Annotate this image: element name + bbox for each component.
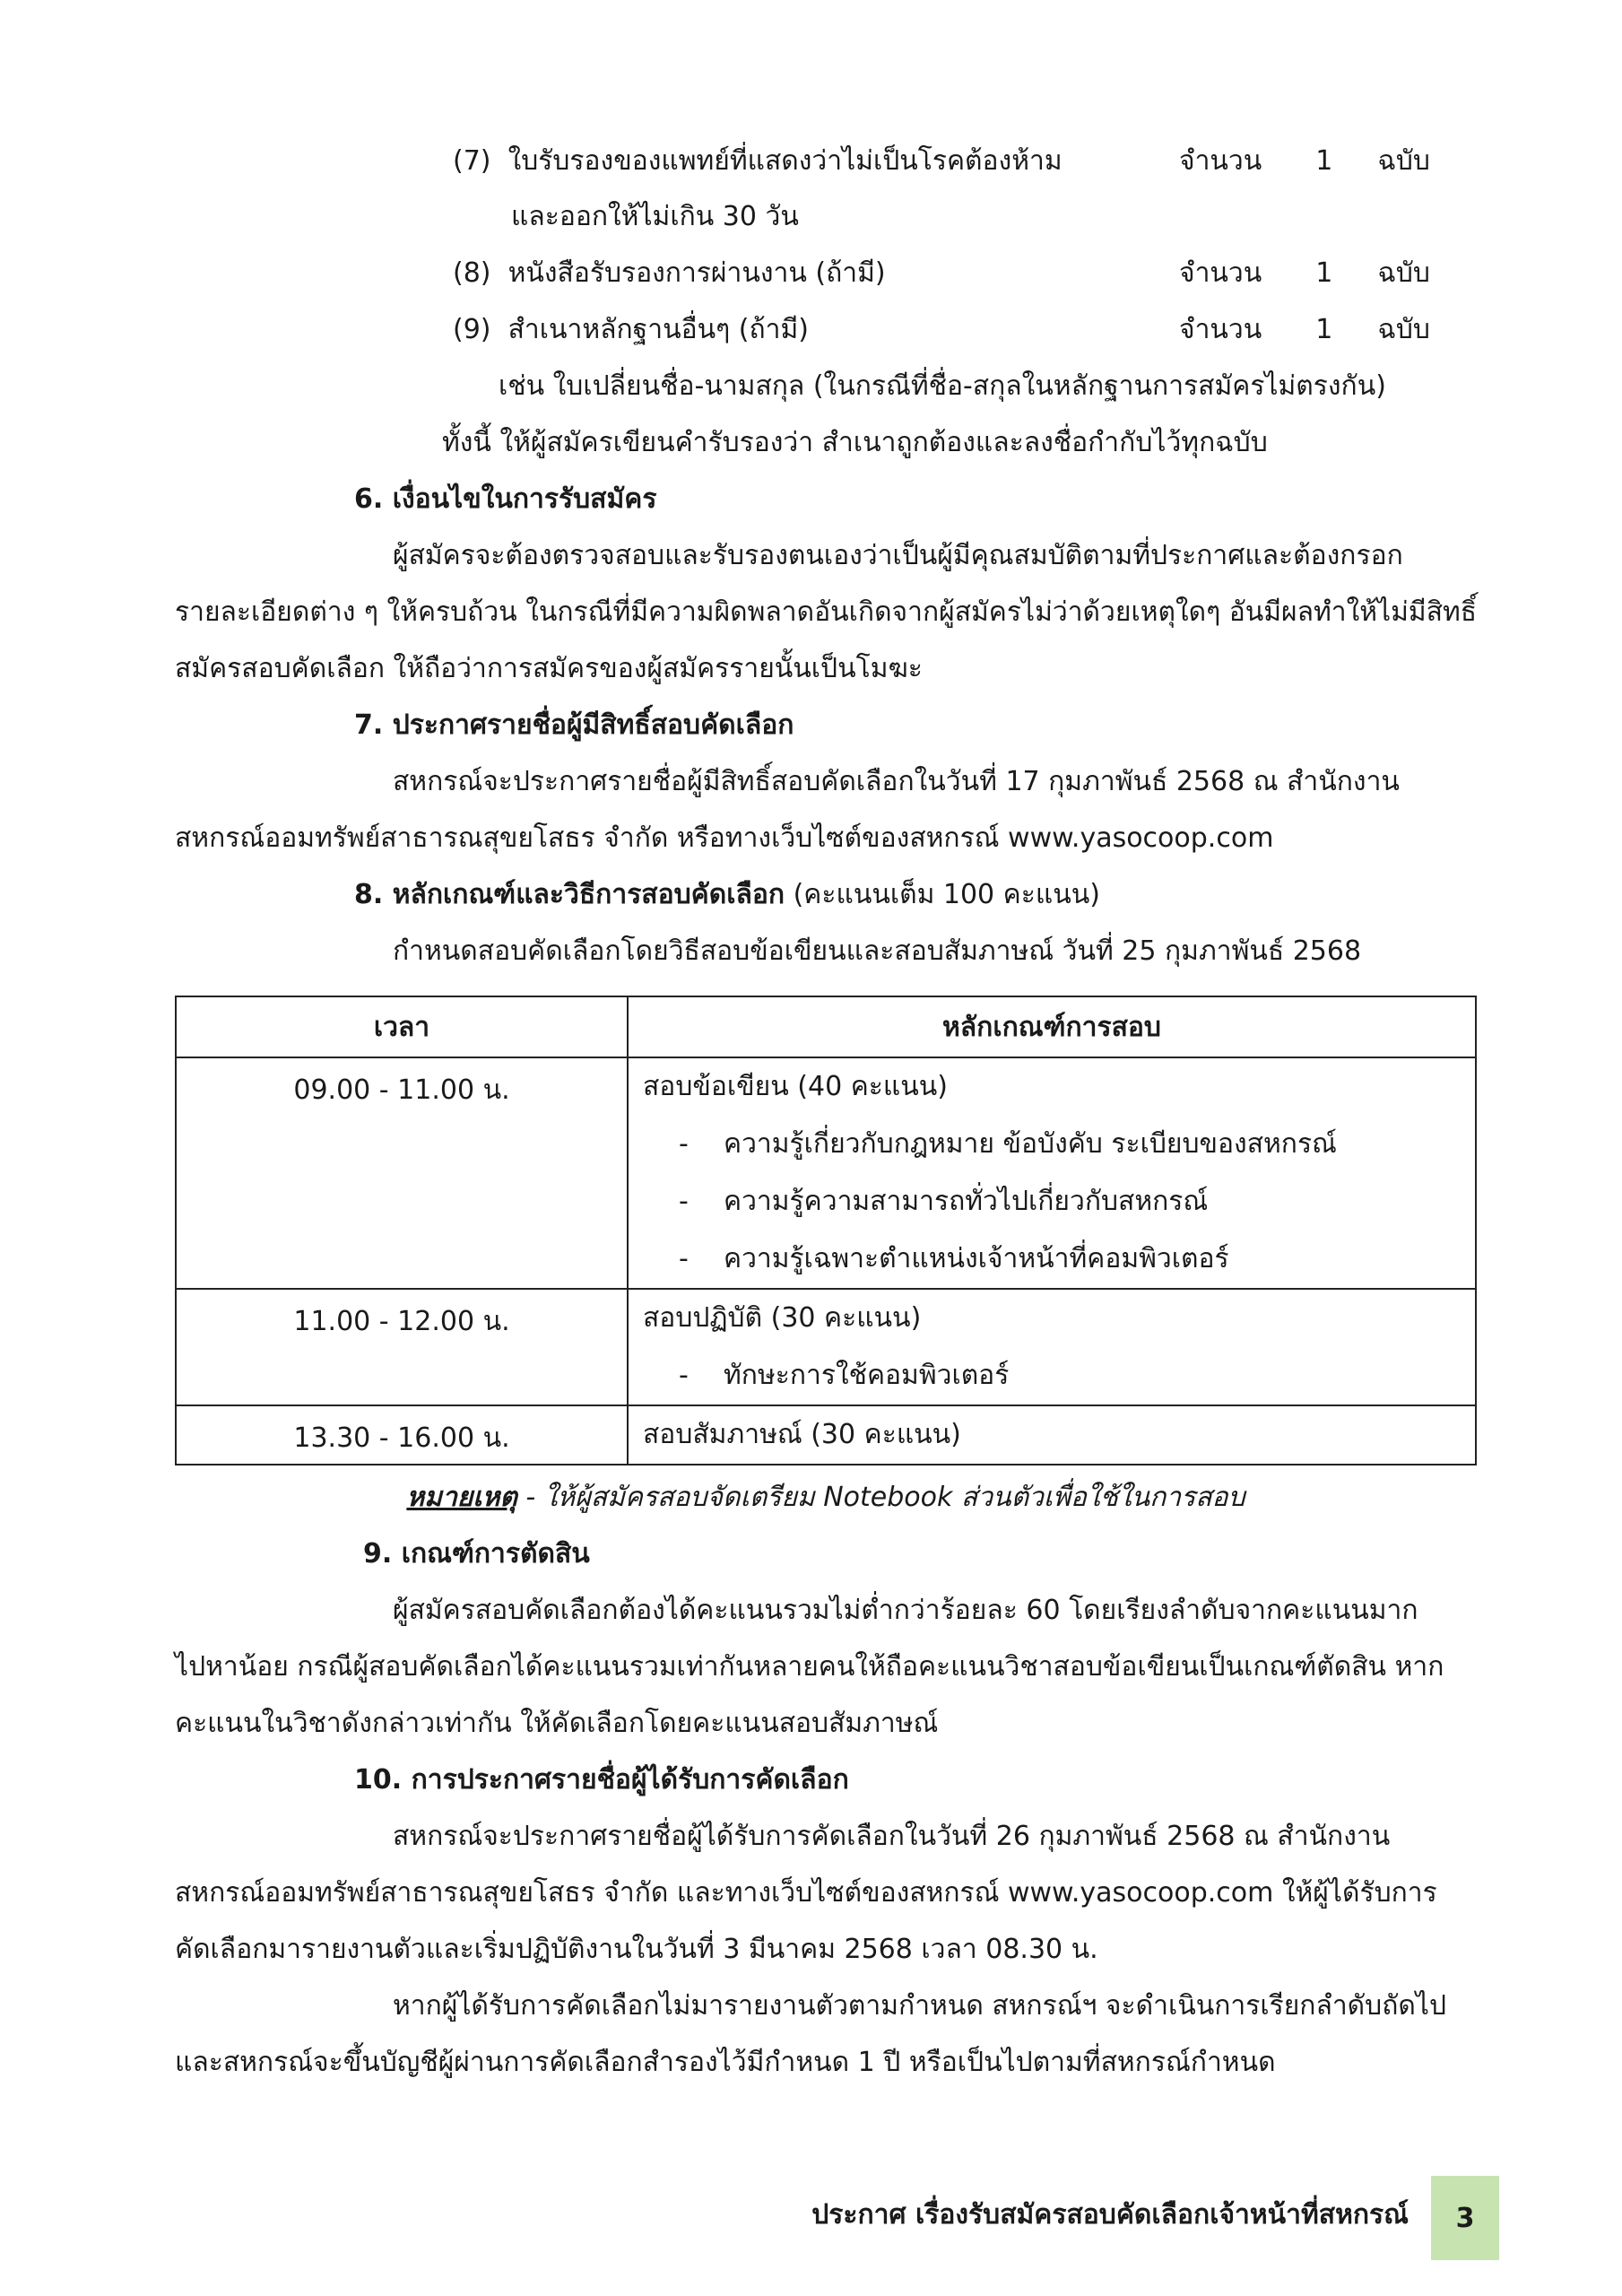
criteria-item: - ทักษะการใช้คอมพิวเตอร์ bbox=[679, 1360, 1010, 1391]
section6-para-line2: รายละเอียดต่าง ๆ ให้ครบถ้วน ในกรณีที่มีความผิดพลาดอันเกิดจากผู้สมัครไม่ว่าด้วยเหตุใดๆ อันมีผลทำให้ไม่มีสิทธิ์ bbox=[175, 596, 1478, 628]
exam-note bbox=[175, 1480, 1477, 1516]
note-label: หมายเหตุ bbox=[406, 1482, 517, 1513]
doc-item-7: (7) ใบรับรองของแพทย์ที่แสดงว่าไม่เป็นโรคต้องห้าม bbox=[453, 145, 1063, 177]
section6-para-line1: ผู้สมัครจะต้องตรวจสอบและรับรองตนเองว่าเป็นผู้มีคุณสมบัติตามที่ประกาศและต้องกรอก bbox=[393, 540, 1403, 571]
header-time: เวลา bbox=[176, 996, 628, 1057]
criteria-title: สอบสัมภาษณ์ (30 คะแนน) bbox=[643, 1419, 961, 1450]
table-row bbox=[176, 1405, 1476, 1465]
section10-para-line4: หากผู้ได้รับการคัดเลือกไม่มารายงานตัวตามกำหนด สหกรณ์ฯ จะดำเนินการเรียกลำดับถัดไป bbox=[393, 1990, 1446, 2022]
doc-item-9: (9) สำเนาหลักฐานอื่นๆ (ถ้ามี) bbox=[453, 314, 809, 345]
doc-item-7-cont: และออกให้ไม่เกิน 30 วัน bbox=[511, 201, 799, 232]
section9-para-line2: ไปหาน้อย กรณีผู้สอบคัดเลือกได้คะแนนรวมเท่ากันหลายคนให้ถือคะแนนวิชาสอบข้อเขียนเป็นเกณฑ์ตัดสิน หาก bbox=[175, 1651, 1444, 1683]
row-time: 13.30 - 16.00 น. bbox=[176, 1405, 628, 1465]
criteria-title: สอบปฏิบัติ (30 คะแนน) bbox=[643, 1302, 922, 1334]
row-criteria bbox=[628, 1289, 1476, 1405]
doc-item-9-cont: เช่น ใบเปลี่ยนชื่อ-นามสกุล (ในกรณีที่ชื่อ-สกุลในหลักฐานการสมัครไม่ตรงกัน) bbox=[499, 370, 1386, 402]
section9-heading: 9. เกณฑ์การตัดสิน bbox=[363, 1538, 590, 1570]
table-header-row bbox=[176, 996, 1476, 1057]
section8-intro: กำหนดสอบคัดเลือกโดยวิธีสอบข้อเขียนและสอบสัมภาษณ์ วันที่ 25 กุมภาพันธ์ 2568 bbox=[393, 935, 1362, 967]
exam-schedule-table bbox=[175, 996, 1477, 1465]
section7-para-line2: สหกรณ์ออมทรัพย์สาธารณสุขยโสธร จำกัด หรือทางเว็บไซต์ของสหกรณ์ www.yasocoop.com bbox=[175, 822, 1274, 854]
header-criteria: หลักเกณฑ์การสอบ bbox=[628, 996, 1476, 1057]
table-row bbox=[176, 1289, 1476, 1405]
section10-para-line1: สหกรณ์จะประกาศรายชื่อผู้ได้รับการคัดเลือกในวันที่ 26 กุมภาพันธ์ 2568 ณ สำนักงาน bbox=[393, 1821, 1391, 1852]
criteria-item: - ความรู้เฉพาะตำแหน่งเจ้าหน้าที่คอมพิวเตอร์ bbox=[679, 1243, 1229, 1274]
section8-heading: 8. หลักเกณฑ์และวิธีการสอบคัดเลือก (คะแนนเต็ม 100 คะแนน) bbox=[354, 879, 1100, 910]
doc-item-9-qty: จำนวน 1 ฉบับ bbox=[1179, 314, 1430, 345]
section10-para-line2: สหกรณ์ออมทรัพย์สาธารณสุขยโสธร จำกัด และทางเว็บไซต์ของสหกรณ์ www.yasocoop.com ให้ผู้ได้รับการ bbox=[175, 1877, 1437, 1909]
section10-para-line5: และสหกรณ์จะขึ้นบัญชีผู้ผ่านการคัดเลือกสำรองไว้มีกำหนด 1 ปี หรือเป็นไปตามที่สหกรณ์กำหนด bbox=[175, 2047, 1276, 2078]
row-criteria bbox=[628, 1405, 1476, 1465]
criteria-item: - ความรู้ความสามารถทั่วไปเกี่ยวกับสหกรณ์ bbox=[679, 1186, 1209, 1217]
section6-para-line3: สมัครสอบคัดเลือก ให้ถือว่าการสมัครของผู้สมัครรายนั้นเป็นโมฆะ bbox=[175, 653, 923, 684]
section7-heading: 7. ประกาศรายชื่อผู้มีสิทธิ์สอบคัดเลือก bbox=[354, 709, 794, 741]
row-criteria bbox=[628, 1057, 1476, 1289]
page-number-badge: 3 bbox=[1431, 2176, 1499, 2260]
table-row bbox=[176, 1057, 1476, 1289]
row-time: 09.00 - 11.00 น. bbox=[176, 1057, 628, 1289]
section10-heading: 10. การประกาศรายชื่อผู้ได้รับการคัดเลือก bbox=[354, 1764, 849, 1796]
section6-heading: 6. เงื่อนไขในการรับสมัคร bbox=[354, 483, 657, 515]
docs-note: ทั้งนี้ ให้ผู้สมัครเขียนคำรับรองว่า สำเนาถูกต้องและลงชื่อกำกับไว้ทุกฉบับ bbox=[442, 427, 1268, 458]
doc-item-7-qty: จำนวน 1 ฉบับ bbox=[1179, 145, 1430, 177]
criteria-item: - ความรู้เกี่ยวกับกฎหมาย ข้อบังคับ ระเบียบของสหกรณ์ bbox=[679, 1128, 1337, 1160]
section9-para-line1: ผู้สมัครสอบคัดเลือกต้องได้คะแนนรวมไม่ต่ำกว่าร้อยละ 60 โดยเรียงลำดับจากคะแนนมาก bbox=[393, 1595, 1418, 1626]
section7-para-line1: สหกรณ์จะประกาศรายชื่อผู้มีสิทธิ์สอบคัดเลือกในวันที่ 17 กุมภาพันธ์ 2568 ณ สำนักงาน bbox=[393, 766, 1400, 797]
footer-title: ประกาศ เรื่องรับสมัครสอบคัดเลือกเจ้าหน้าที่สหกรณ์ bbox=[811, 2199, 1409, 2231]
section10-para-line3: คัดเลือกมารายงานตัวและเริ่มปฏิบัติงานในวันที่ 3 มีนาคม 2568 เวลา 08.30 น. bbox=[175, 1934, 1098, 1965]
doc-item-8-qty: จำนวน 1 ฉบับ bbox=[1179, 257, 1430, 289]
note-text: - ให้ผู้สมัครสอบจัดเตรียม Notebook ส่วนตัวเพื่อใช้ในการสอบ bbox=[516, 1482, 1245, 1513]
doc-item-8: (8) หนังสือรับรองการผ่านงาน (ถ้ามี) bbox=[453, 257, 886, 289]
section9-para-line3: คะแนนในวิชาดังกล่าวเท่ากัน ให้คัดเลือกโดยคะแนนสอบสัมภาษณ์ bbox=[175, 1708, 939, 1739]
criteria-title: สอบข้อเขียน (40 คะแนน) bbox=[643, 1071, 948, 1102]
row-time: 11.00 - 12.00 น. bbox=[176, 1289, 628, 1405]
